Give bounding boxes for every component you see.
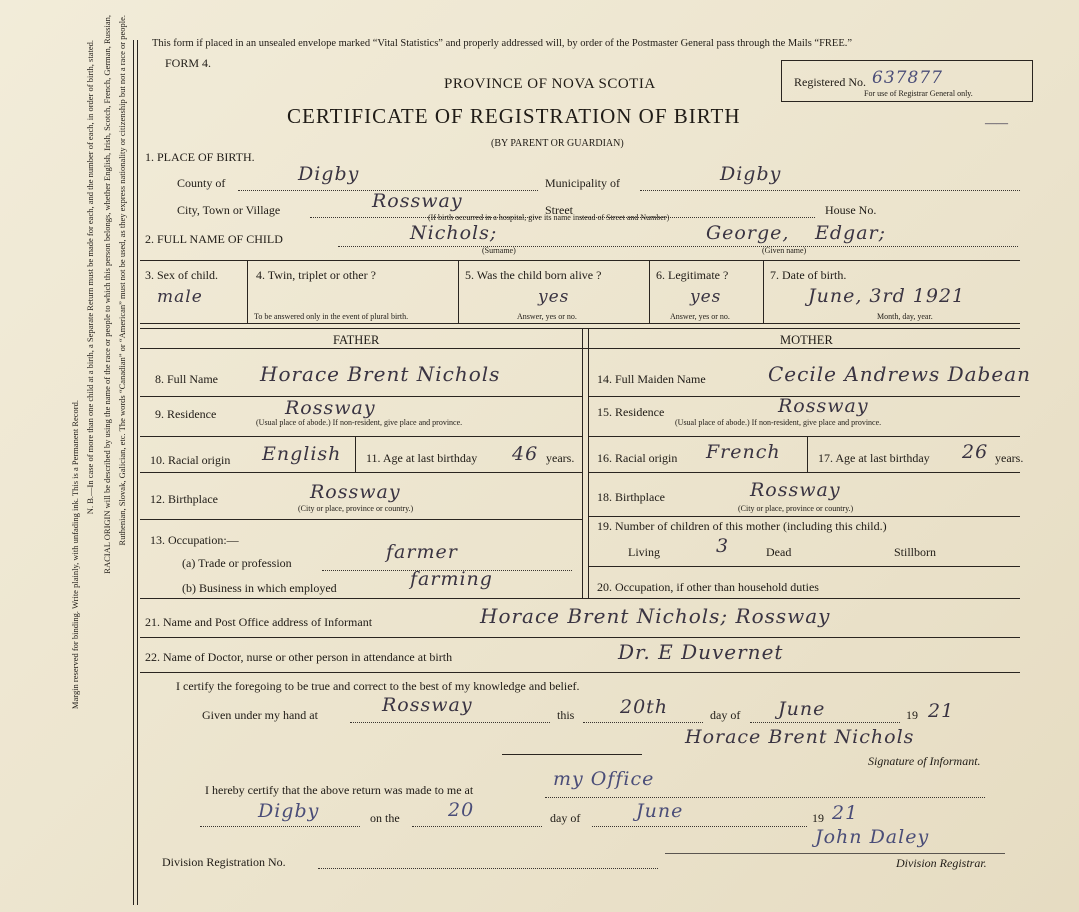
- twin-label: 4. Twin, triplet or other ?: [256, 268, 376, 282]
- page-title: CERTIFICATE OF REGISTRATION OF BIRTH: [287, 104, 741, 128]
- trade-label: (a) Trade or profession: [182, 556, 292, 570]
- sidebar-racial-text-2: Ruthenian, Slovak, Galician, etc. The words “Canadian” or “American” must not be used, as they express nationality or citizenship but not a race or people.: [117, 15, 127, 546]
- city-value: Rossway: [372, 190, 463, 212]
- mother-racial-value: French: [706, 441, 781, 463]
- sex-value: male: [157, 287, 203, 307]
- registrar-year-prefix: 19: [812, 811, 824, 825]
- place-of-birth-heading: 1. PLACE OF BIRTH.: [145, 150, 255, 164]
- given-place-value: Rossway: [382, 694, 473, 716]
- mother-heading: MOTHER: [780, 333, 833, 347]
- children-count-label: 19. Number of children of this mother (including this child.): [597, 519, 887, 533]
- municipality-label: Municipality of: [545, 176, 620, 190]
- given-under-label: Given under my hand at: [202, 708, 318, 722]
- postal-notice: This form if placed in an unsealed envelope marked “Vital Statistics” and properly addressed will, by order of the Postmaster General pass through the Mails “FREE.”: [152, 38, 853, 49]
- crossed-out-mark: ——: [985, 115, 1009, 130]
- city-label: City, Town or Village: [177, 203, 281, 217]
- father-age-label: 11. Age at last birthday: [366, 451, 478, 465]
- business-value: farming: [410, 568, 493, 590]
- hospital-note: (If birth occurred in a hospital, give its name instead of Street and Number): [428, 213, 670, 222]
- registrar-place-value: my Office: [553, 768, 655, 790]
- certify-year-value: 21: [928, 700, 955, 722]
- father-residence-note: (Usual place of abode.) If non-resident, give place and province.: [256, 418, 463, 427]
- father-racial-label: 10. Racial origin: [150, 453, 231, 467]
- sidebar-margin-text: Margin reserved for binding. Write plainly, with unfading ink. This is a Permanent Record.: [70, 400, 80, 710]
- certify-dayof-label: day of: [710, 708, 741, 722]
- father-racial-value: English: [262, 443, 342, 465]
- mother-birthplace-label: 18. Birthplace: [597, 490, 665, 504]
- child-surname: Nichols;: [410, 222, 498, 244]
- division-registration-label: Division Registration No.: [162, 855, 286, 869]
- informant-signature: Horace Brent Nichols: [685, 726, 915, 748]
- sidebar-racial-text-1: RACIAL ORIGIN will be described by using the name of the race or people to which this person belongs, whether English, Irish, Scotch, French, German, Russian,: [102, 15, 112, 574]
- child-given-name: George,: [706, 222, 790, 244]
- mother-age-label: 17. Age at last birthday: [818, 451, 930, 465]
- mother-residence-label: 15. Residence: [597, 405, 665, 419]
- mother-residence-value: Rossway: [778, 395, 869, 417]
- registered-number: 637877: [872, 68, 943, 88]
- occupation-label: 13. Occupation:—: [150, 533, 239, 547]
- sex-label: 3. Sex of child.: [145, 268, 218, 282]
- informant-label: 21. Name and Post Office address of Informant: [145, 615, 373, 629]
- dead-label: Dead: [766, 545, 792, 559]
- province-heading: PROVINCE OF NOVA SCOTIA: [444, 76, 656, 92]
- living-value: 3: [716, 535, 730, 557]
- father-name-label: 8. Full Name: [155, 372, 218, 386]
- trade-value: farmer: [386, 541, 458, 563]
- mother-racial-label: 16. Racial origin: [597, 451, 678, 465]
- father-heading: FATHER: [333, 333, 380, 347]
- subtitle: (BY PARENT OR GUARDIAN): [491, 138, 624, 149]
- registrar-dayof-label: day of: [550, 811, 581, 825]
- left-border-line-2: [137, 40, 138, 905]
- county-label: County of: [177, 176, 226, 190]
- form-number: FORM 4.: [165, 56, 212, 70]
- doctor-value: Dr. E Duvernet: [618, 640, 784, 664]
- house-no-label: House No.: [825, 203, 877, 217]
- registrar-text: I hereby certify that the above return was made to me at: [205, 783, 474, 797]
- alive-value: yes: [538, 287, 570, 307]
- this-label: this: [557, 708, 575, 722]
- father-residence-value: Rossway: [285, 397, 376, 419]
- registrar-signature: John Daley: [815, 826, 930, 848]
- father-birthplace-value: Rossway: [310, 481, 401, 503]
- municipality-value: Digby: [720, 163, 782, 185]
- child-given-name-2: Edgar;: [815, 222, 887, 244]
- given-name-note: (Given name): [762, 246, 807, 255]
- county-value: Digby: [298, 163, 360, 185]
- mother-residence-note: (Usual place of abode.) If non-resident, give place and province.: [675, 418, 882, 427]
- mother-years-label: years.: [995, 451, 1024, 465]
- mother-age-value: 26: [962, 441, 989, 463]
- left-border-line: [133, 40, 134, 905]
- legitimate-value: yes: [690, 287, 722, 307]
- living-label: Living: [628, 545, 660, 559]
- registrar-year-value: 21: [832, 802, 859, 824]
- on-the-label: on the: [370, 811, 400, 825]
- father-years-label: years.: [546, 451, 575, 465]
- signature-label: Signature of Informant.: [868, 754, 981, 768]
- registered-note: For use of Registrar General only.: [864, 89, 973, 98]
- certify-day-value: 20th: [620, 696, 669, 718]
- father-name-value: Horace Brent Nichols: [260, 362, 501, 386]
- registered-label: Registered No.: [794, 75, 866, 89]
- date-of-birth-label: 7. Date of birth.: [770, 268, 847, 282]
- surname-note: (Surname): [482, 246, 516, 255]
- certify-month-value: June: [778, 698, 826, 720]
- mother-occupation-label: 20. Occupation, if other than household duties: [597, 580, 819, 594]
- division-registrar-label: Division Registrar.: [896, 856, 987, 870]
- certify-text: I certify the foregoing to be true and correct to the best of my knowledge and belief.: [176, 679, 580, 693]
- twin-note: To be answered only in the event of plural birth.: [254, 312, 409, 321]
- child-name-label: 2. FULL NAME OF CHILD: [145, 232, 283, 246]
- mother-name-label: 14. Full Maiden Name: [597, 372, 706, 386]
- legitimate-note: Answer, yes or no.: [670, 312, 730, 321]
- doctor-label: 22. Name of Doctor, nurse or other person in attendance at birth: [145, 650, 453, 664]
- mother-name-value: Cecile Andrews Dabean: [768, 362, 1031, 386]
- street-label: Street: [545, 203, 573, 217]
- business-label: (b) Business in which employed: [182, 581, 337, 595]
- mother-birthplace-value: Rossway: [750, 479, 841, 501]
- mother-birthplace-note: (City or place, province or country.): [738, 504, 854, 513]
- alive-label: 5. Was the child born alive ?: [465, 268, 602, 282]
- legitimate-label: 6. Legitimate ?: [656, 268, 729, 282]
- date-note: Month, day, year.: [877, 312, 933, 321]
- father-residence-label: 9. Residence: [155, 407, 217, 421]
- sidebar-nb-text: N. B.—In case of more than one child at a birth, a Separate Return must be made for each, and the number of each, in order of birth, stated.: [85, 40, 95, 515]
- registrar-day-value: 20: [448, 799, 475, 821]
- registrar-month-value: June: [636, 800, 684, 822]
- registrar-town-value: Digby: [258, 800, 320, 822]
- informant-value: Horace Brent Nichols; Rossway: [480, 604, 831, 628]
- stillborn-label: Stillborn: [894, 545, 937, 559]
- date-of-birth-value: June, 3rd 1921: [808, 285, 966, 307]
- father-birthplace-label: 12. Birthplace: [150, 492, 218, 506]
- father-birthplace-note: (City or place, province or country.): [298, 504, 414, 513]
- father-age-value: 46: [512, 443, 539, 465]
- alive-note: Answer, yes or no.: [517, 312, 577, 321]
- certify-year-prefix: 19: [906, 708, 918, 722]
